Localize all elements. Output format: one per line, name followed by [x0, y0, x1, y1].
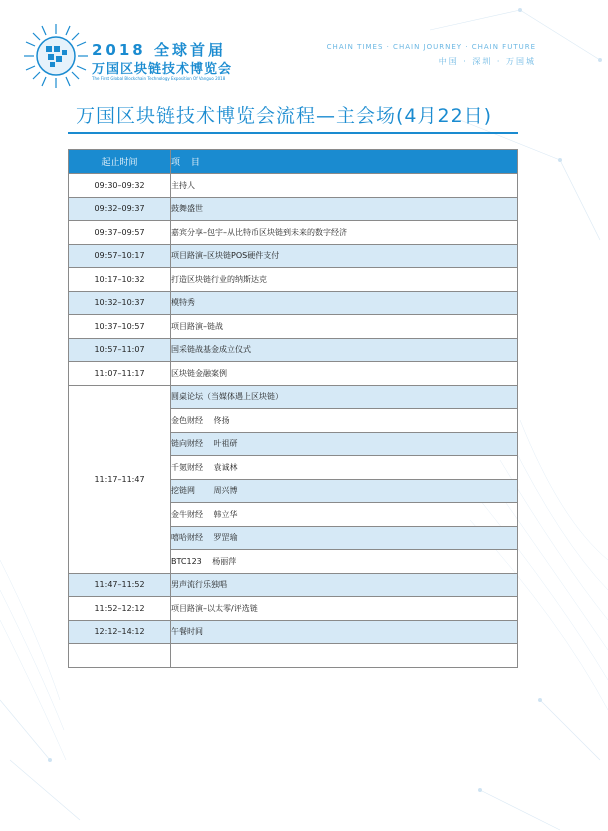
row-time: 10:57–11:07 [69, 338, 171, 362]
header-item: 项 目 [171, 150, 518, 174]
panel-item: 嘻哈财经 罗罡瑜 [171, 526, 518, 550]
row-time: 11:47–11:52 [69, 573, 171, 597]
schedule-table [68, 149, 518, 668]
page-title: 万国区块链技术博览会流程—主会场(4月22日) [76, 105, 493, 127]
row-item: 国采链战基金成立仪式 [171, 338, 518, 362]
row-time: 09:32–09:37 [69, 197, 171, 221]
row-time: 11:07–11:17 [69, 362, 171, 386]
table-row [69, 244, 518, 268]
row-time: 10:17–10:32 [69, 268, 171, 292]
slogan-location: 中国 · 深圳 · 万国城 [438, 57, 536, 66]
table-row [69, 315, 518, 339]
header-time: 起止时间 [69, 150, 171, 174]
row-time [69, 644, 171, 668]
row-time: 12:12–14:12 [69, 620, 171, 644]
table-row [69, 362, 518, 386]
row-item: 项目路演–区块链POS硬件支付 [171, 244, 518, 268]
table-row [69, 174, 518, 198]
row-item: 模特秀 [171, 291, 518, 315]
row-item: 午餐时间 [171, 620, 518, 644]
row-item: 男声流行乐独唱 [171, 573, 518, 597]
table-row [69, 644, 518, 668]
panel-time: 11:17–11:47 [69, 385, 171, 573]
row-time: 09:37–09:57 [69, 221, 171, 245]
row-item: 主持人 [171, 174, 518, 198]
row-time: 10:32–10:37 [69, 291, 171, 315]
title-underline [68, 132, 518, 134]
panel-item: 圆桌论坛（当媒体遇上区块链） [171, 385, 518, 409]
table-row [69, 338, 518, 362]
panel-item: BTC123 杨丽萍 [171, 550, 518, 574]
panel-item: 链向财经 叶祖研 [171, 432, 518, 456]
row-time: 09:57–10:17 [69, 244, 171, 268]
table-row [69, 620, 518, 644]
event-title: 2018 全球首届 [92, 41, 226, 59]
row-item: 项目路演–以太零/评选链 [171, 597, 518, 621]
globe-chain-logo-icon [22, 22, 90, 90]
event-english-subtitle: The First Global Blockchain Technology Exposition Of Vanguo 2018 [92, 76, 226, 81]
event-subtitle: 万国区块链技术博览会 [92, 62, 233, 77]
row-time: 11:52–12:12 [69, 597, 171, 621]
table-row [69, 291, 518, 315]
panel-item: 金色财经 佟扬 [171, 409, 518, 433]
row-item: 鼓舞盛世 [171, 197, 518, 221]
table-header-row [69, 150, 518, 174]
panel-row [69, 385, 518, 409]
row-item: 项目路演–链战 [171, 315, 518, 339]
table-row [69, 597, 518, 621]
slogan: CHAIN TIMES · CHAIN JOURNEY · CHAIN FUTURE [326, 43, 536, 51]
row-item: 嘉宾分享–包宇–从比特币区块链到未来的数字经济 [171, 221, 518, 245]
panel-item: 金牛财经 韩立华 [171, 503, 518, 527]
table-row [69, 197, 518, 221]
table-row [69, 221, 518, 245]
row-item: 打造区块链行业的纳斯达克 [171, 268, 518, 292]
row-time: 10:37–10:57 [69, 315, 171, 339]
row-item: 区块链金融案例 [171, 362, 518, 386]
row-time: 09:30–09:32 [69, 174, 171, 198]
row-item [171, 644, 518, 668]
table-row [69, 573, 518, 597]
table-row [69, 268, 518, 292]
panel-item: 千氪财经 袁诚林 [171, 456, 518, 480]
panel-item: 挖链网 周兴博 [171, 479, 518, 503]
